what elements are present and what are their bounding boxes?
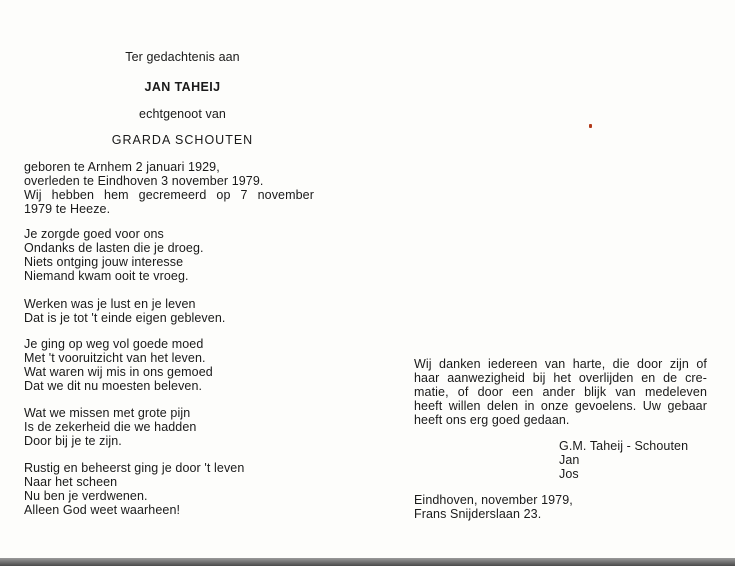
signature-line: Jan [559, 453, 580, 467]
poem-line: Alleen God weet waarheen! [24, 503, 181, 517]
poem-line: Niemand kwam ooit te vroeg. [24, 269, 189, 283]
bio-line: 1979 te Heeze. [24, 202, 111, 216]
poem-line: Je ging op weg vol goede moed [24, 337, 204, 351]
spouse-of-label: echtgenoot van [139, 107, 226, 121]
poem-line: Door bij je te zijn. [24, 434, 122, 448]
poem-line: Met 't vooruitzicht van het leven. [24, 351, 206, 365]
thanks-line: Wij danken iedereen van harte, die door zijn of [414, 357, 707, 371]
deceased-name: JAN TAHEIJ [144, 80, 221, 94]
bio-line: geboren te Arnhem 2 januari 1929, [24, 160, 220, 174]
poem-line: Je zorgde goed voor ons [24, 227, 164, 241]
left-page [0, 0, 365, 560]
poem-line: Nu ben je verdwenen. [24, 489, 148, 503]
right-page [365, 0, 735, 560]
poem-line: Wat waren wij mis in ons gemoed [24, 365, 213, 379]
address-line: Frans Snijderslaan 23. [414, 507, 542, 521]
spouse-name: GRARDA SCHOUTEN [111, 133, 254, 147]
ink-speck [589, 124, 592, 128]
poem-line: Dat we dit nu moesten beleven. [24, 379, 203, 393]
thanks-line: heeft willen delen in onze gevoelens. Uw gebaar [414, 399, 707, 413]
poem-line: Ondanks de lasten die je droeg. [24, 241, 204, 255]
poem-line: Wat we missen met grote pijn [24, 406, 191, 420]
poem-line: Naar het scheen [24, 475, 118, 489]
poem-line: Is de zekerheid die we hadden [24, 420, 197, 434]
thanks-line: haar aanwezigheid bij het overlijden en de cre- [414, 371, 707, 385]
poem-line: Werken was je lust en je leven [24, 297, 196, 311]
signature-line: Jos [559, 467, 579, 481]
in-memory-heading: Ter gedachtenis aan [125, 50, 240, 64]
address-line: Eindhoven, november 1979, [414, 493, 573, 507]
thanks-line: matie, of door een ander blijk van medeleven [414, 385, 707, 399]
scan-edge-band [0, 558, 735, 566]
bio-line: Wij hebben hem gecremeerd op 7 november [24, 188, 314, 202]
poem-line: Dat is je tot 't einde eigen gebleven. [24, 311, 226, 325]
poem-line: Rustig en beheerst ging je door 't leven [24, 461, 245, 475]
signature-line: G.M. Taheij - Schouten [559, 439, 689, 453]
bio-line: overleden te Eindhoven 3 november 1979. [24, 174, 264, 188]
poem-line: Niets ontging jouw interesse [24, 255, 184, 269]
thanks-line: heeft ons erg goed gedaan. [414, 413, 570, 427]
